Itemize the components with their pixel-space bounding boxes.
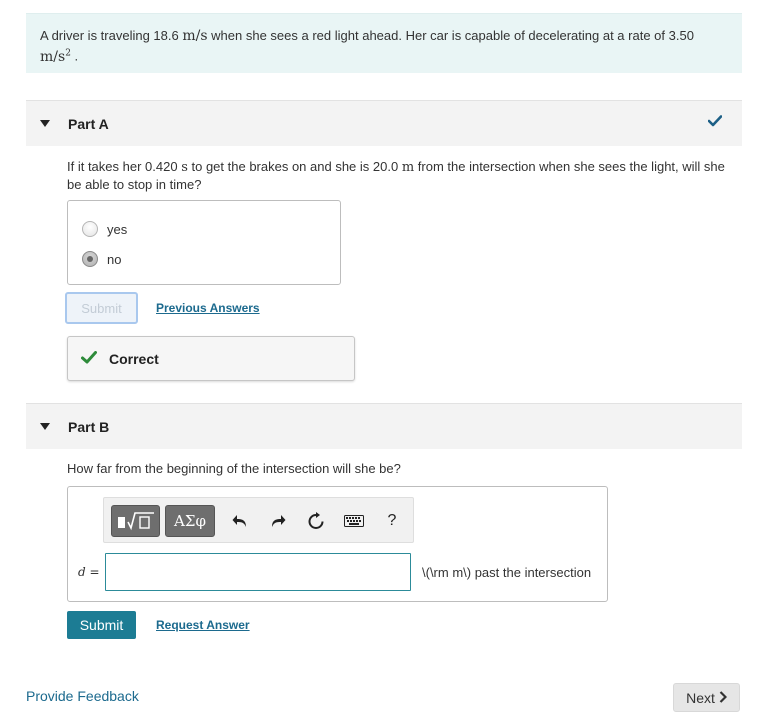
part-a-question-suffix: from the intersection when she sees the light, will she be able to stop in time? [67, 159, 725, 192]
answer-options [67, 200, 341, 285]
part-a-title: Part A [68, 115, 109, 132]
option-yes-label: yes [107, 221, 128, 237]
part-a-question [67, 158, 737, 193]
undo-icon[interactable] [228, 510, 252, 532]
correct-feedback [67, 336, 355, 381]
variable-name: d [78, 565, 86, 579]
templates-icon[interactable] [111, 505, 160, 537]
collapse-triangle-icon [40, 423, 50, 430]
request-answer-link[interactable]: Request Answer [156, 618, 250, 632]
part-b-header[interactable] [26, 403, 742, 449]
next-label: Next [686, 689, 715, 706]
correct-label: Correct [109, 350, 159, 367]
option-no-label: no [107, 251, 122, 267]
part-b-question: How far from the beginning of the intersection will she be? [67, 461, 401, 476]
radio-no[interactable] [82, 251, 98, 267]
accel-unit-exponent: 2 [65, 48, 71, 58]
answer-entry-box [67, 486, 608, 602]
keyboard-icon[interactable] [342, 510, 366, 532]
distance-unit: m [401, 160, 415, 175]
help-button[interactable]: ? [387, 512, 397, 529]
problem-text-start: A driver is traveling 18.6 [40, 28, 179, 43]
correct-check-icon [81, 351, 97, 367]
symbols-button[interactable]: ΑΣφ [165, 505, 215, 537]
redo-icon[interactable] [266, 510, 290, 532]
answer-input[interactable] [105, 553, 411, 591]
math-toolbar [103, 497, 414, 543]
part-a-header[interactable] [26, 100, 742, 146]
speed-unit: m/s [182, 28, 208, 44]
accel-unit [40, 49, 71, 65]
option-yes[interactable] [82, 221, 127, 237]
equals-sign: = [89, 565, 100, 579]
unit-text: \(\rm m\) past the intersection [422, 565, 592, 580]
problem-text-middle: when she sees a red light ahead. Her car is capable of decelerating at a rate of 3.50 [211, 28, 694, 43]
chevron-right-icon [719, 690, 727, 706]
problem-statement [26, 13, 742, 73]
time-unit: s [181, 160, 188, 175]
next-button[interactable] [673, 683, 740, 712]
part-a-question-prefix: If it takes her 0.420 [67, 159, 178, 174]
checkmark-icon [708, 115, 722, 130]
part-b-title: Part B [68, 418, 110, 435]
previous-answers-link[interactable]: Previous Answers [156, 301, 260, 315]
problem-text-end: . [74, 48, 79, 64]
part-a-question-mid: to get the brakes on and she is 20.0 [191, 159, 399, 174]
reset-icon[interactable] [304, 510, 328, 532]
provide-feedback-link[interactable]: Provide Feedback [26, 688, 139, 704]
option-no[interactable] [82, 251, 121, 267]
part-b-submit-button[interactable]: Submit [67, 611, 136, 639]
part-a-submit-button[interactable]: Submit [65, 292, 138, 324]
radio-yes[interactable] [82, 221, 98, 237]
accel-unit-base: m/s [40, 48, 66, 65]
collapse-triangle-icon [40, 120, 50, 127]
variable-label [78, 565, 100, 579]
